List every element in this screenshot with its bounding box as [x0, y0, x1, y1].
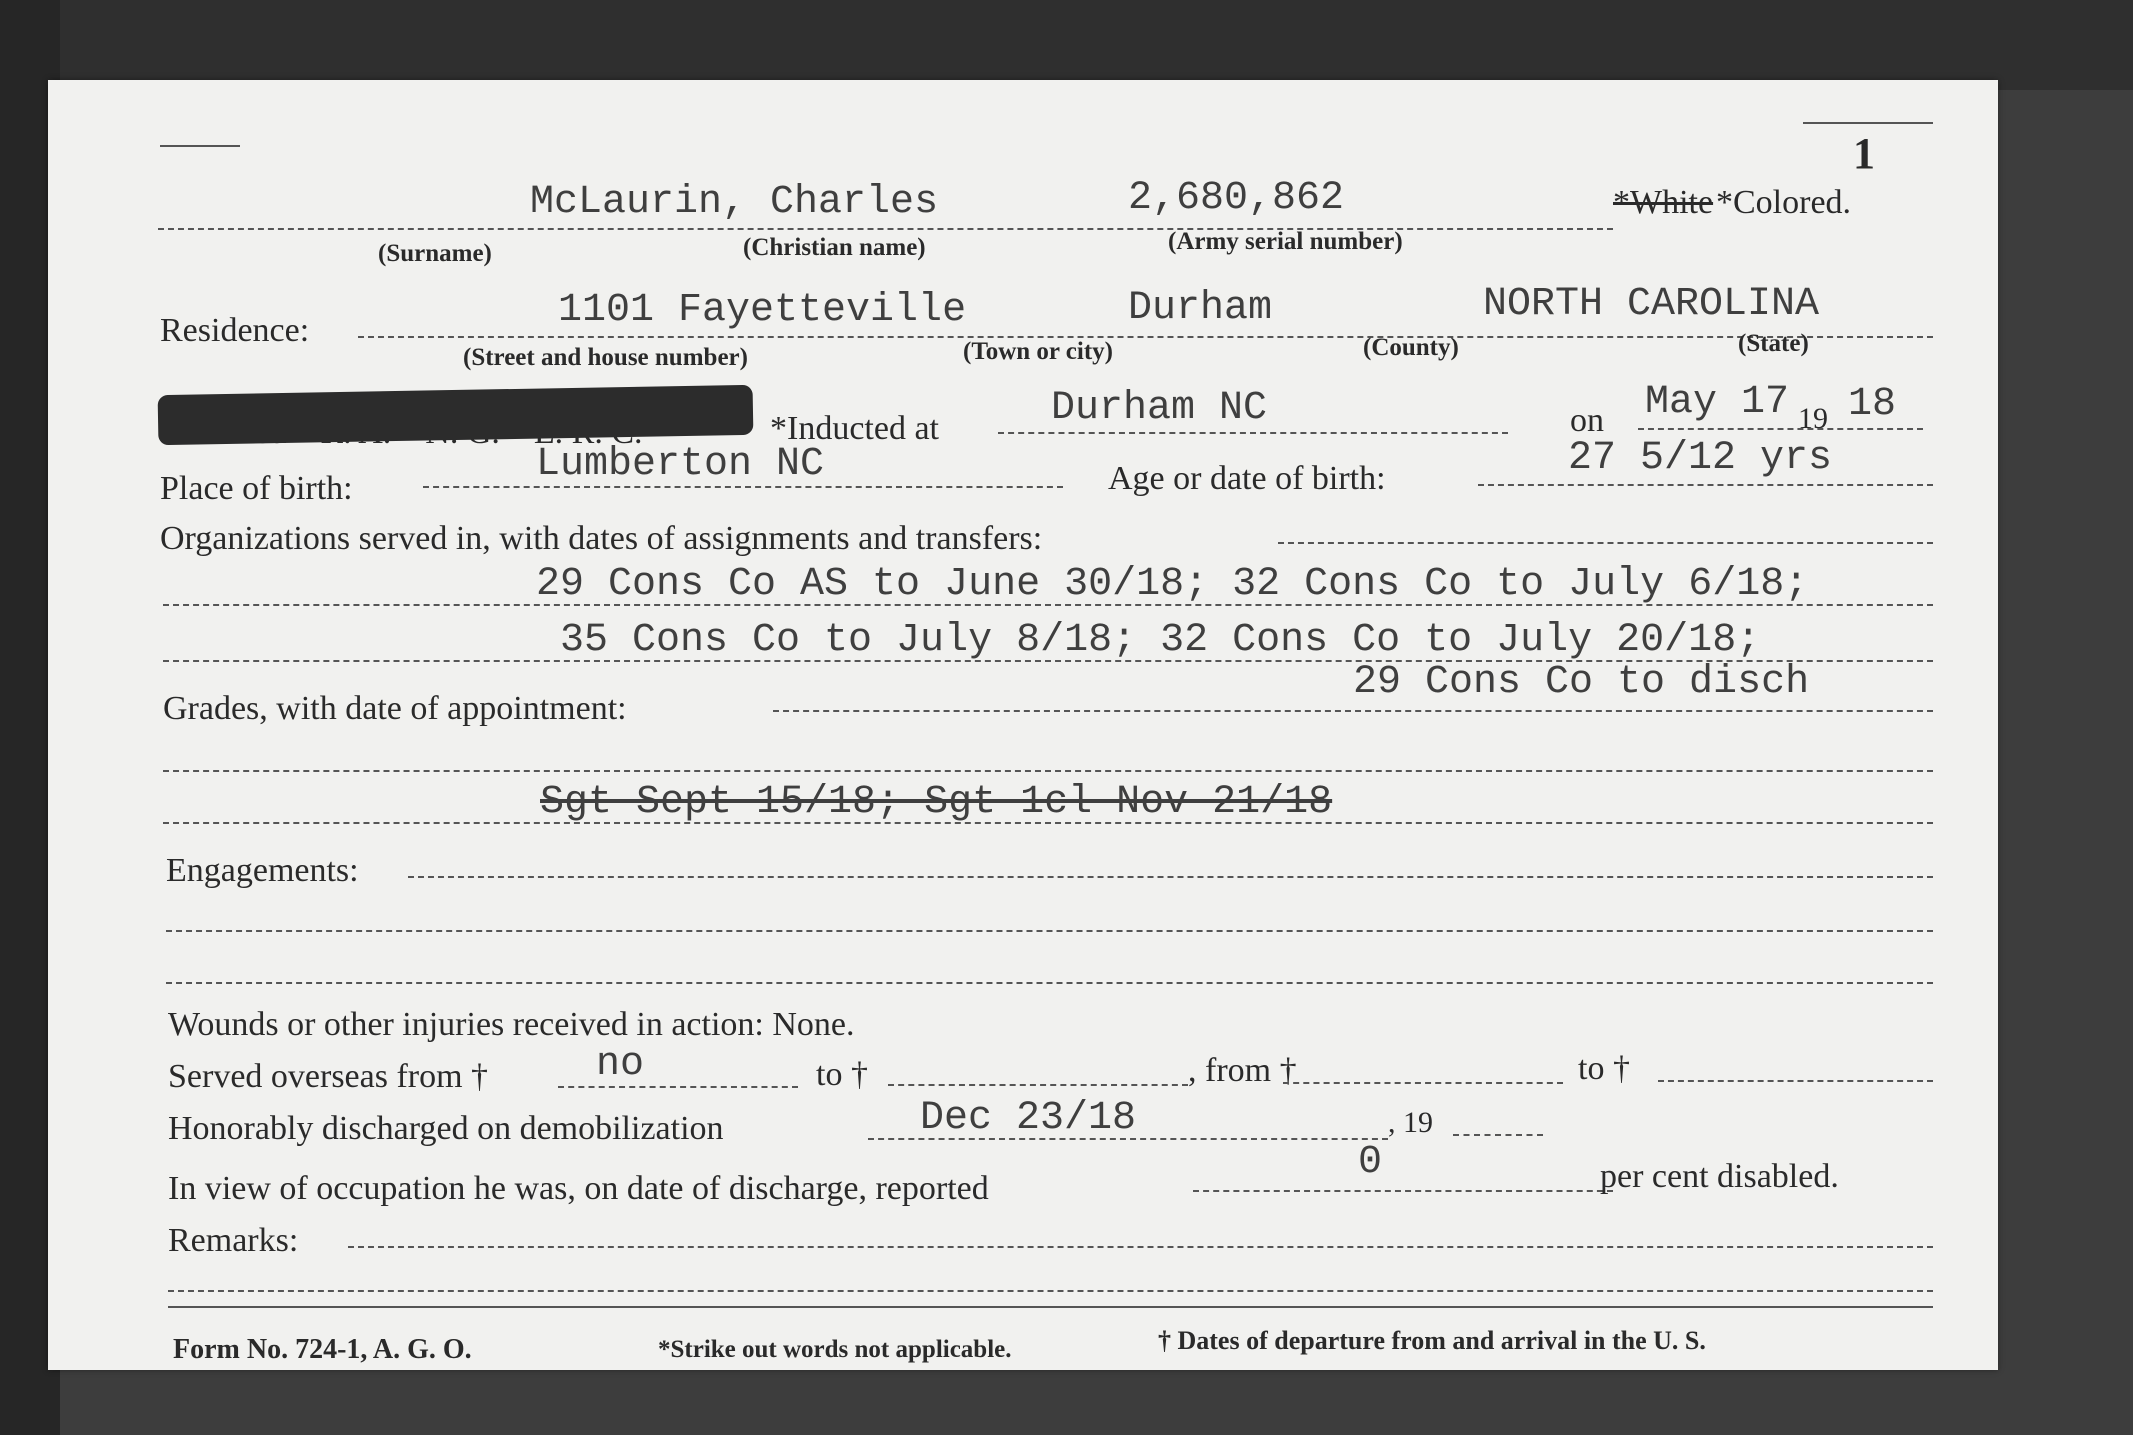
- caption-state: (State): [1738, 330, 1809, 357]
- grades-rule-1: [773, 710, 1933, 712]
- redaction-mark: [158, 385, 754, 445]
- disability-value: 0: [1358, 1140, 1383, 1185]
- background-top: [0, 0, 2133, 90]
- remarks-label: Remarks:: [168, 1222, 299, 1259]
- remarks-rule-1: [348, 1246, 1933, 1248]
- caption-town: (Town or city): [963, 338, 1113, 365]
- name-value: McLaurin, Charles: [530, 180, 939, 225]
- card-number: 1: [1853, 129, 1875, 178]
- top-right-rule: [1803, 122, 1933, 124]
- overseas-from: no: [596, 1042, 645, 1087]
- organizations-label-line: [1278, 542, 1933, 544]
- age-line: [1478, 484, 1933, 486]
- caption-county: (County): [1363, 334, 1459, 361]
- dates-note: † Dates of departure from and arrival in the U. S.: [1158, 1326, 1706, 1355]
- discharge-label: Honorably discharged on demobilization: [168, 1110, 724, 1147]
- birth-place-line: [423, 486, 1063, 488]
- residence-street: 1101 Fayetteville: [558, 288, 967, 333]
- remarks-rule-2: [168, 1290, 1933, 1292]
- disability-label: In view of occupation he was, on date of discharge, reported: [168, 1170, 989, 1207]
- organizations-line-1: 29 Cons Co AS to June 30/18; 32 Cons Co to July 6/18;: [536, 562, 1809, 607]
- inducted-place: Durham NC: [1051, 386, 1268, 431]
- caption-street: (Street and house number): [463, 344, 748, 371]
- caption-serial: (Army serial number): [1168, 228, 1403, 255]
- overseas-from2-line: [1283, 1082, 1563, 1084]
- inducted-date: May 17: [1645, 380, 1790, 425]
- disability-line: [1193, 1190, 1613, 1192]
- discharge-date: Dec 23/18: [920, 1096, 1137, 1141]
- discharge-year-line: [1453, 1134, 1543, 1136]
- overseas-label: Served overseas from †: [168, 1058, 489, 1095]
- wounds-text: Wounds or other injuries received in action: None.: [168, 1006, 855, 1043]
- inducted-label: *Inducted at: [770, 410, 939, 447]
- form-number: Form No. 724-1, A. G. O.: [173, 1334, 472, 1365]
- serial-value: 2,680,862: [1128, 176, 1345, 221]
- overseas-to2-label: to †: [1578, 1050, 1630, 1087]
- engagements-rule-1: [408, 876, 1933, 878]
- organizations-line-3: 29 Cons Co to disch: [1353, 660, 1810, 705]
- overseas-from2-label: , from †: [1188, 1052, 1297, 1089]
- inducted-year-prefix: 19: [1798, 402, 1828, 435]
- top-left-rule: [160, 145, 240, 147]
- grades-rule-3: [163, 822, 1933, 824]
- age-value: 27 5/12 yrs: [1568, 436, 1833, 481]
- birth-place-label: Place of birth:: [160, 470, 353, 507]
- organizations-line-2: 35 Cons Co to July 8/18; 32 Cons Co to July 20/18;: [560, 618, 1761, 663]
- remarks-rule-3: [168, 1306, 1933, 1308]
- organizations-rule-1: [163, 604, 1933, 606]
- inducted-line: [998, 432, 1508, 434]
- overseas-to2-line: [1658, 1080, 1933, 1082]
- engagements-label: Engagements:: [166, 852, 359, 889]
- race-colored: *Colored.: [1716, 184, 1852, 221]
- strike-note: *Strike out words not applicable.: [658, 1336, 1012, 1363]
- caption-christian: (Christian name): [743, 234, 926, 261]
- residence-state: NORTH CAROLINA: [1483, 282, 1820, 327]
- grades-label: Grades, with date of appointment:: [163, 690, 627, 727]
- on-label: on: [1570, 402, 1604, 439]
- residence-line: [358, 336, 1933, 338]
- service-record-card: [48, 80, 1998, 1370]
- birth-place: Lumberton NC: [536, 442, 825, 487]
- overseas-to-label: to †: [816, 1056, 868, 1093]
- inducted-year: 18: [1848, 382, 1897, 427]
- residence-town: Durham: [1128, 286, 1273, 331]
- overseas-to-line: [888, 1084, 1188, 1086]
- inducted-date-line: [1638, 428, 1923, 430]
- engagements-rule-3: [166, 982, 1933, 984]
- discharge-line: [868, 1138, 1388, 1140]
- residence-label: Residence:: [160, 312, 310, 349]
- disability-suffix: per cent disabled.: [1600, 1158, 1839, 1195]
- age-label: Age or date of birth:: [1108, 460, 1386, 497]
- caption-surname: (Surname): [378, 240, 492, 267]
- organizations-label: Organizations served in, with dates of assignments and transfers:: [160, 520, 1043, 557]
- grades-value: Sgt Sept 15/18; Sgt 1cl Nov 21/18: [540, 780, 1333, 825]
- overseas-from-line: [558, 1086, 798, 1088]
- discharge-year-prefix: , 19: [1388, 1106, 1433, 1139]
- engagements-rule-2: [166, 930, 1933, 932]
- race-white: *White: [1613, 184, 1714, 221]
- grades-rule-2: [163, 770, 1933, 772]
